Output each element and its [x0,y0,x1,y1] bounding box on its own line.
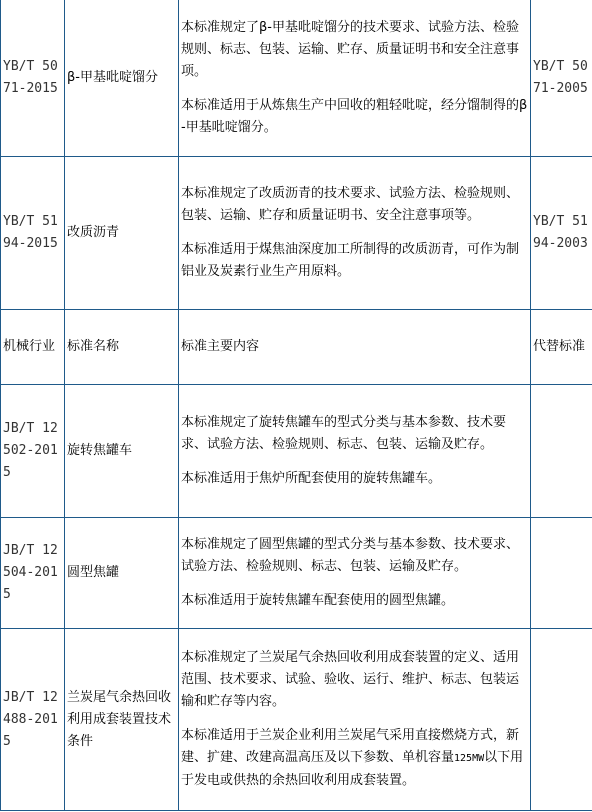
content-application: 本标准适用于煤焦油深度加工所制得的改质沥青，可作为制铝业及炭素行业生产用原料。 [181,242,520,279]
application-text-tail: 以下用于发电或供热的余热回收利用成套装置。 [181,750,524,788]
capacity-value: 125MW [454,753,485,764]
table-row [1,629,592,811]
table-row [1,0,592,157]
content-application: 本标准适用于从炼焦生产中回收的粗轻吡啶，经分馏制得的β-甲基吡啶馏分。 [181,98,528,135]
content-scope: 本标准规定了β-甲基吡啶馏分的技术要求、试验方法、检验规则、标志、包装、运输、贮存、质量证明书和安全注意事项。 [181,20,520,79]
replaced-standard: YB/T 5071-2005 [531,0,592,157]
content-scope: 本标准规定了改质沥青的技术要求、试验方法、检验规则、包装、运输、贮存和质量证明书、安全注意事项等。 [181,186,520,223]
table-row [1,518,592,629]
content-application [181,725,530,792]
header-industry: 机械行业 [1,310,65,385]
content-scope: 本标准规定了圆型焦罐的型式分类与基本参数、技术要求、试验方法、检验规则、标志、包装、运输及贮存。 [181,537,520,574]
standard-code: YB/T 5071-2015 [1,0,65,157]
standard-content [179,157,531,310]
standard-name: 改质沥青 [65,157,179,310]
replaced-standard: YB/T 5194-2003 [531,157,592,310]
content-application: 本标准适用于焦炉所配套使用的旋转焦罐车。 [181,471,442,486]
table-row [1,157,592,310]
standard-code: YB/T 5194-2015 [1,157,65,310]
replaced-standard [531,385,592,518]
standard-name: β-甲基吡啶馏分 [65,0,179,157]
standard-code: JB/T 12488-2015 [1,629,65,811]
table-row [1,385,592,518]
standard-content [179,629,531,811]
section-header-row [1,310,592,385]
standard-content [179,0,531,157]
application-text: 本标准适用于兰炭企业利用兰炭尾气采用直接燃烧方式，新建、扩建、改建高温高压及以下参数、单机容量 [181,728,520,765]
header-standard-name: 标准名称 [65,310,179,385]
standard-name: 兰炭尾气余热回收利用成套装置技术条件 [65,629,179,811]
content-scope: 本标准规定了旋转焦罐车的型式分类与基本参数、技术要求、试验方法、检验规则、标志、包装、运输及贮存。 [181,415,507,452]
standard-name: 旋转焦罐车 [65,385,179,518]
content-application: 本标准适用于旋转焦罐车配套使用的圆型焦罐。 [181,593,455,608]
content-scope: 本标准规定了兰炭尾气余热回收利用成套装置的定义、适用范围、技术要求、试验、验收、运行、维护、标志、包装运输和贮存等内容。 [181,650,520,709]
standard-name: 圆型焦罐 [65,518,179,629]
replaced-standard [531,518,592,629]
header-replaced-standard: 代替标准 [531,310,592,385]
standard-code: JB/T 12502-2015 [1,385,65,518]
replaced-standard [531,629,592,811]
standard-code: JB/T 12504-2015 [1,518,65,629]
standard-content [179,385,531,518]
header-main-content: 标准主要内容 [179,310,531,385]
standard-content [179,518,531,629]
